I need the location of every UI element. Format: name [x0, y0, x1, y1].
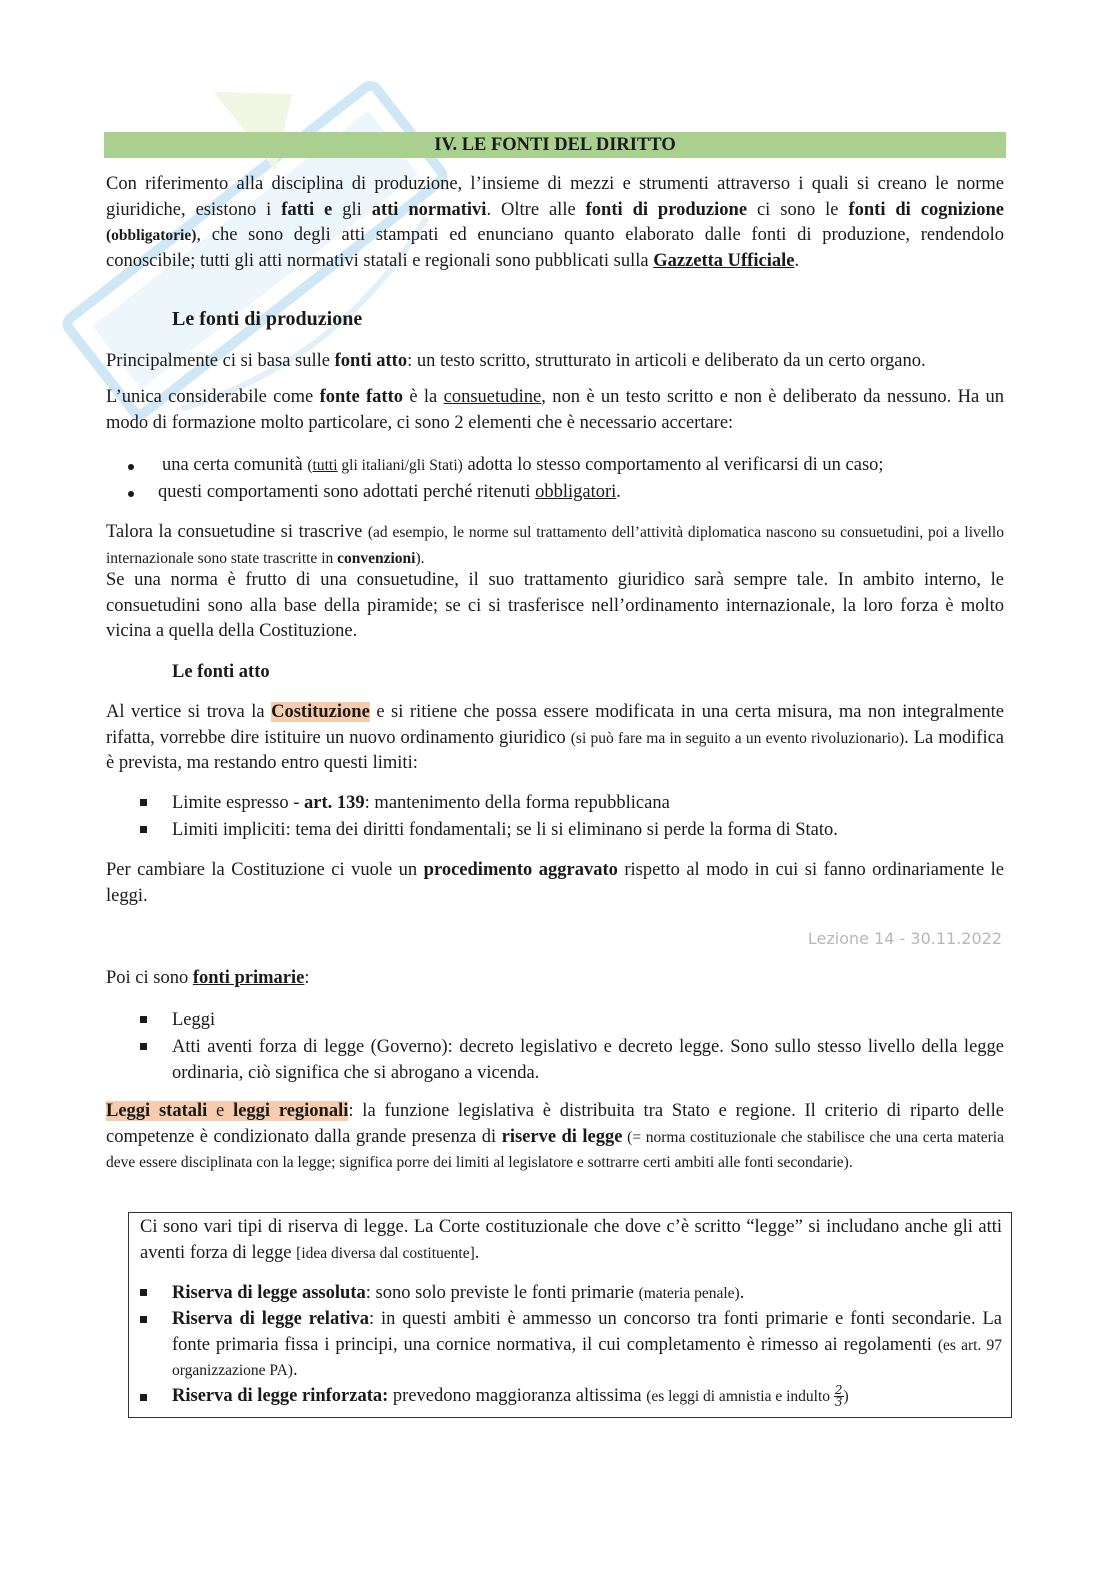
paragraph-procedimento: Per cambiare la Costituzione ci vuole un procedimento aggravato rispetto al modo in cui si fanno ordinariamente le leggi. [106, 860, 1004, 906]
box-intro: Ci sono vari tipi di riserva di legge. La Corte costituzionale che dove c’è scritto “legge” si includano anche gli atti aventi forza di legge [idea diversa dal costituente]. [140, 1217, 1002, 1263]
list-item: questi comportamenti sono adottati perché ritenuti obbligatori. [158, 482, 621, 502]
list-item: una certa comunità (tutti gli italiani/gli Stati) adotta lo stesso comportamento al verificarsi di un caso; [162, 455, 884, 475]
bullet-square [140, 826, 147, 833]
paragraph-trattamento: Se una norma è frutto di una consuetudine, il suo trattamento giuridico sarà sempre tale. In ambito interno, le consuetudini sono alla base della piramide; se ci si trasferisce nell’ordinamento internazionale, la loro forza è molto vicina a quella della Costituzione. [106, 570, 1004, 641]
list-item: Riserva di legge relativa: in questi ambiti è ammesso un concorso tra fonti primarie e fonti secondarie. La fonte primaria fissa i principi, una cornice normativa, il cui completamento è rimesso ai regolamenti (es art. 97 organizzazione PA). [172, 1309, 1002, 1380]
list-item: Leggi [172, 1010, 216, 1030]
bullet-square [140, 1394, 147, 1401]
paragraph-consuetudine: L’unica considerabile come fonte fatto è la consuetudine, non è un testo scritto e non è deliberato da nessuno. Ha un modo di formazione molto particolare, ci sono 2 elementi che è necessario accertare: [106, 387, 1005, 433]
list-item: Riserva di legge assoluta: sono solo previste le fonti primarie (materia penale). [172, 1283, 745, 1303]
bullet-dot [128, 464, 134, 470]
chapter-title: IV. LE FONTI DEL DIRITTO [104, 132, 1006, 158]
list-item: Limiti impliciti: tema dei diritti fondamentali; se li si eliminano si perde la forma di Stato. [172, 820, 838, 840]
paragraph-costituzione: Al vertice si trova la Costituzione e si ritiene che possa essere modificata in una certa misura, ma non integralmente rifatta, vorrebbe dire istituire un nuovo ordinamento giuridico (si può fare ma in seguito a un evento rivoluzionario). La modifica è prevista, ma restando entro questi limiti: [106, 702, 1005, 773]
paragraph-trascrizione: Talora la consuetudine si trascrive (ad esempio, le norme sul trattamento dell’attività diplomatica nascono su consuetudini, poi a livello internazionale sono state trascritte in convenzioni). [106, 522, 1004, 567]
bullet-square [140, 1289, 147, 1296]
lesson-label: Lezione 14 - 30.11.2022 [807, 929, 1002, 948]
bullet-dot [128, 491, 134, 497]
bullet-square [140, 1016, 147, 1023]
paragraph-leggi-statali-regionali: Leggi statali e leggi regionali: la funzione legislativa è distribuita tra Stato e regione. Il criterio di riparto delle competenze è condizionato dalla grande presenza di riserve di legge (= norma costituzionale che stabilisce che una certa materia deve essere disciplinata con la legge; significa porre dei limiti al legislatore e sottrarre certi ambiti alle fonti secondarie). [106, 1101, 1005, 1171]
section-heading-fonti-produzione: Le fonti di produzione [172, 308, 363, 330]
intro-paragraph: Con riferimento alla disciplina di produzione, l’insieme di mezzi e strumenti attraverso i quali si creano le norme giuridiche, esistono i fatti e gli atti normativi. Oltre alle fonti di produzione ci sono le fonti di cognizione (obbligatorie), che sono degli atti stampati ed enunciano quanto elaborato dalle fonti di produzione, rendendolo conoscibile; tutti gli atti normativi statali e regionali sono pubblicati sulla Gazzetta Ufficiale. [106, 174, 1005, 271]
paragraph-fonti-primarie: Poi ci sono fonti primarie: [106, 968, 310, 988]
list-item: Limite espresso - art. 139: mantenimento della forma repubblicana [172, 793, 670, 813]
bullet-square [140, 1043, 147, 1050]
list-item: Atti aventi forza di legge (Governo): decreto legislativo e decreto legge. Sono sullo stesso livello della legge ordinaria, ciò significa che si abrogano a vicenda. [172, 1037, 1004, 1083]
bullet-square [140, 799, 147, 806]
bullet-square [140, 1316, 147, 1323]
paragraph-fonti-atto: Principalmente ci si basa sulle fonti atto: un testo scritto, strutturato in articoli e deliberato da un certo organo. [106, 351, 926, 371]
fraction-two-thirds: $\frac{2}{3}$ [834, 1383, 843, 1410]
section-heading-fonti-atto: Le fonti atto [172, 662, 270, 682]
list-item: Riserva di legge rinforzata: prevedono maggioranza altissima (es leggi di amnistia e indulto $\frac{2}{3}$ ) [172, 1383, 849, 1410]
